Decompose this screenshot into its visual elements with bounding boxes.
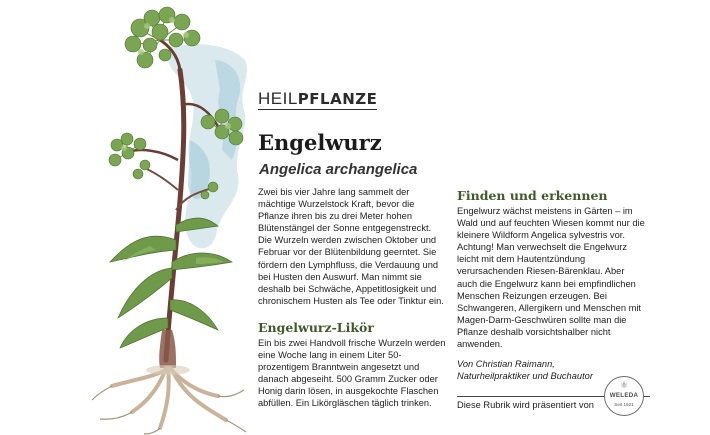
author-title: Naturheilpraktiker und Buchautor — [457, 371, 593, 382]
rubric-kicker-bold: PFLANZE — [297, 90, 378, 108]
weleda-mark-icon: ⚛ — [619, 380, 629, 390]
identify-section — [457, 188, 647, 382]
identify-text: Engelwurz wächst meistens in Gärten – im Wald und auf feuchten Wiesen kommt nur die kleinere Wildform Angelica sylvestris vor. Achtung! Man verwechselt die Engelwurz leicht mit dem Hautentzündung verursachenden Riesen-Bärenklau. Aber auch die Engelwurz kann bei empfindlichen Menschen Reizungen erzeugen. Bei Schwangeren, Allergikern und Menschen mit Magen-Darm-Geschwüren sollte man die Pflanze deshalb vorsichtshalber nicht anwenden. — [457, 206, 645, 350]
liqueur-text: Ein bis zwei Handvoll frische Wurzeln werden eine Woche lang in einem Liter 50-prozentigem Branntwein angesetzt und danach abgeseiht. 500 Gramm Zucker oder Honig darin lösen, in ausgekochte Flaschen abfüllen. Ein Likörgläschen täglich trinken. — [258, 338, 446, 409]
intro-column — [258, 186, 446, 307]
rubric-kicker-light: HEIL — [258, 89, 298, 108]
liqueur-heading: Engelwurz-Likör — [258, 320, 374, 335]
sponsor-text: Diese Rubrik wird präsentiert von — [457, 400, 594, 410]
author-name: Von Christian Raimann, — [457, 359, 555, 370]
plant-latin-name: Angelica archangelica — [259, 161, 418, 178]
weleda-logo-since: Seit 1921 — [614, 402, 634, 407]
weleda-logo-name: WELEDA — [609, 392, 639, 399]
weleda-logo[interactable] — [604, 376, 644, 416]
identify-heading: Finden und erkennen — [457, 188, 608, 203]
rubric-kicker — [258, 90, 377, 110]
angelica-plant-illustration — [0, 0, 270, 435]
intro-text: Zwei bis vier Jahre lang sammelt der mächtige Wurzelstock Kraft, bevor die Pflanze ihren bis zu drei Meter hohen Blütenstängel der Sonne entgegenstreckt. Die Wurzeln werden zwischen Oktober und Februar vor der Blütenbildung geerntet. Sie fördern den Lymphfluss, die Verdauung und bei Husten den Auswurf. Man nimmt sie deshalb bei Schwäche, Appetitlosigkeit und chronischem Husten als Tee oder Tinktur ein. — [258, 187, 444, 306]
liqueur-section — [258, 320, 446, 410]
plant-name-title: Engelwurz — [258, 130, 382, 155]
